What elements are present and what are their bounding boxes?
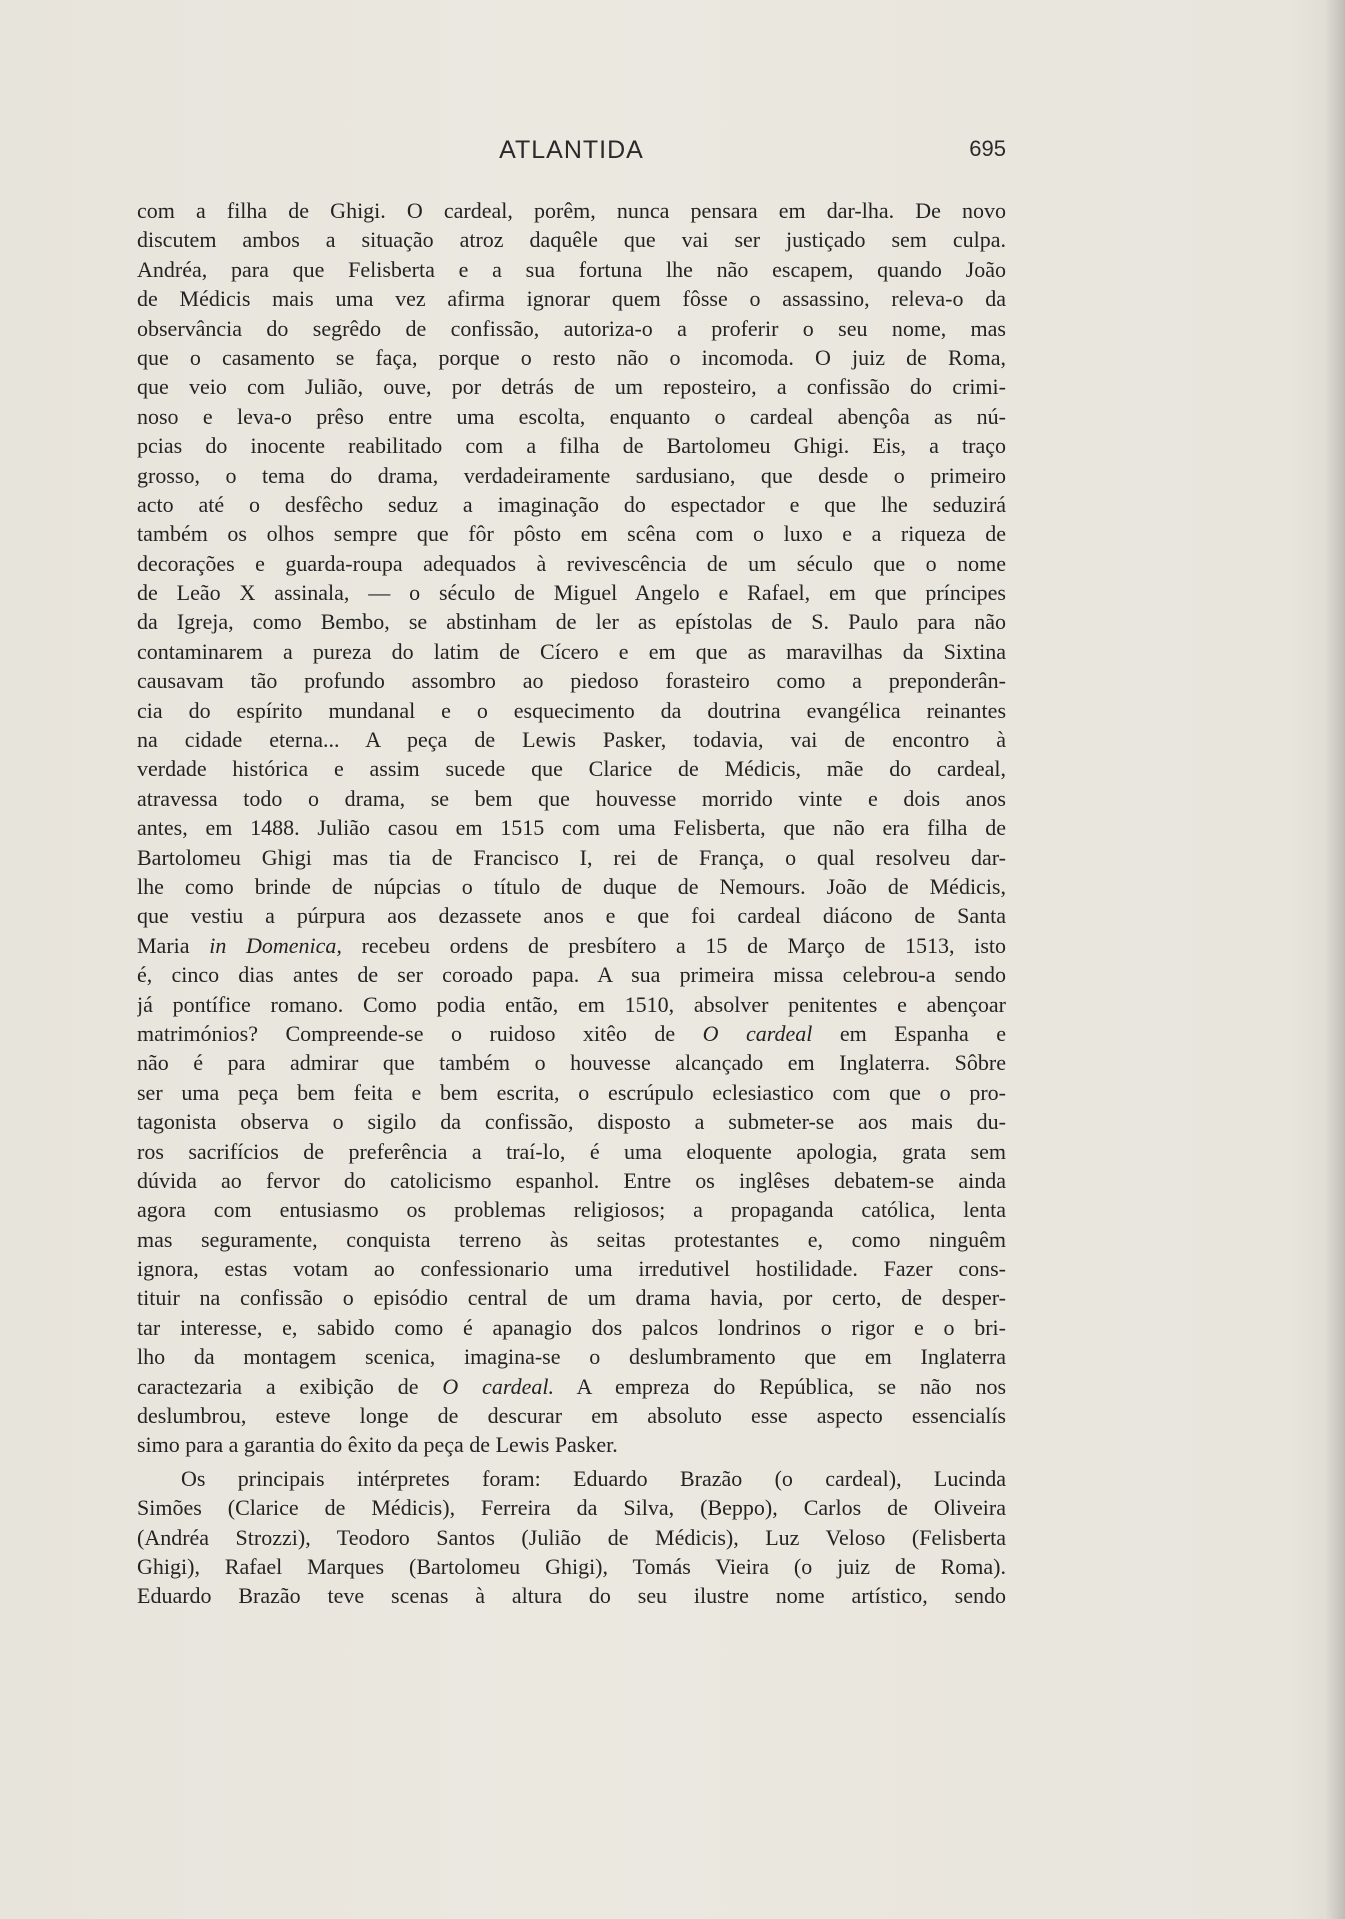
text-line: ser uma peça bem feita e bem escrita, o escrúpulo eclesiastico com que o pro- <box>137 1079 1006 1105</box>
text-line: atravessa todo o drama, se bem que houvesse morrido vinte e dois anos <box>137 785 1006 811</box>
text-line: que o casamento se faça, porque o resto não o incomoda. O juiz de Roma, <box>137 344 1006 370</box>
text-line: cia do espírito mundanal e o esquecimento da doutrina evangélica reinantes <box>137 697 1006 723</box>
text-line: Os principais intérpretes foram: Eduardo Brazão (o cardeal), Lucinda <box>181 1465 1006 1491</box>
text-line: Andréa, para que Felisberta e a sua fortuna lhe não escapem, quando João <box>137 256 1006 282</box>
text-line: também os olhos sempre que fôr pôsto em scêna com o luxo e a riqueza de <box>137 521 1006 547</box>
text-line: Ghigi), Rafael Marques (Bartolomeu Ghigi), Tomás Vieira (o juiz de Roma). <box>137 1553 1006 1579</box>
text-line: de Médicis mais uma vez afirma ignorar quem fôsse o assassino, releva-o da <box>137 286 1006 312</box>
text-span: caractezaria a exibição de <box>137 1373 443 1399</box>
italic-title: O cardeal. <box>442 1373 554 1399</box>
text-line: pcias do inocente reabilitado com a filha de Bartolomeu Ghigi. Eis, a traço <box>137 433 1006 459</box>
text-line: discutem ambos a situação atroz daquêle que vai ser justiçado sem culpa. <box>137 227 1006 253</box>
text-line <box>137 1372 1006 1401</box>
text-line: na cidade eterna... A peça de Lewis Pasker, todavia, vai de encontro à <box>137 727 1006 753</box>
body-text <box>137 196 1006 1611</box>
text-span: matrimónios? Compreende-se o ruidoso xitêo de <box>137 1020 703 1046</box>
text-line: dúvida ao fervor do catolicismo espanhol. Entre os inglêses debatem-se ainda <box>137 1167 1006 1193</box>
italic-title: O cardeal <box>702 1020 813 1046</box>
text-line: causavam tão profundo assombro ao piedoso forasteiro como a preponderân- <box>137 668 1006 694</box>
text-span: em Espanha e <box>812 1020 1006 1046</box>
text-line <box>137 931 1006 960</box>
text-line: mas seguramente, conquista terreno às seitas protestantes e, como ninguêm <box>137 1226 1006 1252</box>
text-line: já pontífice romano. Como podia então, em 1510, absolver penitentes e abençoar <box>137 991 1006 1017</box>
paragraph-1 <box>137 196 1006 1460</box>
text-span: A empreza do República, se não nos <box>553 1373 1006 1399</box>
text-line: decorações e guarda-roupa adequados à revivescência de um século que o nome <box>137 550 1006 576</box>
text-line: tagonista observa o sigilo da confissão, disposto a submeter-se aos mais du- <box>137 1109 1006 1135</box>
text-line: lho da montagem scenica, imagina-se o deslumbramento que em Inglaterra <box>137 1344 1006 1370</box>
text-line: que vestiu a púrpura aos dezassete anos e que foi cardeal diácono de Santa <box>137 903 1006 929</box>
text-line: antes, em 1488. Julião casou em 1515 com uma Felisberta, que não era filha de <box>137 815 1006 841</box>
text-line: deslumbrou, esteve longe de descurar em absoluto esse aspecto essencialís <box>137 1403 1006 1429</box>
text-line <box>137 1019 1006 1048</box>
text-span: recebeu ordens de presbítero a 15 de Março de 1513, isto <box>341 932 1006 958</box>
running-head <box>137 136 1006 170</box>
text-line: observância do segrêdo de confissão, autoriza-o a proferir o seu nome, mas <box>137 315 1006 341</box>
running-title: ATLANTIDA <box>499 136 644 164</box>
text-span: Maria <box>137 932 210 958</box>
text-line: verdade histórica e assim sucede que Clarice de Médicis, mãe do cardeal, <box>137 756 1006 782</box>
paragraph-2 <box>137 1464 1006 1611</box>
text-line: simo para a garantia do êxito da peça de Lewis Pasker. <box>137 1432 618 1458</box>
text-line: contaminarem a pureza do latim de Cícero e em que as maravilhas da Sixtina <box>137 638 1006 664</box>
text-line: tar interesse, e, sabido como é apanagio dos palcos londrinos o rigor e o bri- <box>137 1314 1006 1340</box>
text-line: não é para admirar que também o houvesse alcançado em Inglaterra. Sôbre <box>137 1050 1006 1076</box>
text-line: é, cinco dias antes de ser coroado papa. A sua primeira missa celebrou-a sendo <box>137 962 1006 988</box>
text-line: (Andréa Strozzi), Teodoro Santos (Julião de Médicis), Luz Veloso (Felisberta <box>137 1524 1006 1550</box>
text-line: Bartolomeu Ghigi mas tia de Francisco I, rei de França, o qual resolveu dar- <box>137 844 1006 870</box>
text-line: ros sacrifícios de preferência a traí-lo, é uma eloquente apologia, grata sem <box>137 1138 1006 1164</box>
text-line: ignora, estas votam ao confessionario uma irredutivel hostilidade. Fazer cons- <box>137 1256 1006 1282</box>
text-line: grosso, o tema do drama, verdadeiramente sardusiano, que desde o primeiro <box>137 462 1006 488</box>
text-line: lhe como brinde de núpcias o título de duque de Nemours. João de Médicis, <box>137 873 1006 899</box>
text-line: tituir na confissão o episódio central de um drama havia, por certo, de desper- <box>137 1285 1006 1311</box>
text-line: Simões (Clarice de Médicis), Ferreira da Silva, (Beppo), Carlos de Oliveira <box>137 1495 1006 1521</box>
text-line: de Leão X assinala, — o século de Miguel Angelo e Rafael, em que príncipes <box>137 580 1006 606</box>
text-line: agora com entusiasmo os problemas religiosos; a propaganda católica, lenta <box>137 1197 1006 1223</box>
text-line: da Igreja, como Bembo, se abstinham de ler as epístolas de S. Paulo para não <box>137 609 1006 635</box>
text-line: Eduardo Brazão teve scenas à altura do seu ilustre nome artístico, sendo <box>137 1583 1006 1609</box>
page-number: 695 <box>969 136 1006 161</box>
page-edge-shadow <box>1325 0 1345 1919</box>
text-line: que veio com Julião, ouve, por detrás de um reposteiro, a confissão do crimi- <box>137 374 1006 400</box>
text-line: com a filha de Ghigi. O cardeal, porêm, nunca pensara em dar-lha. De novo <box>137 198 1006 223</box>
text-line: noso e leva-o prêso entre uma escolta, enquanto o cardeal abençôa as nú- <box>137 403 1006 429</box>
italic-title: in Domenica, <box>209 932 342 958</box>
text-line: acto até o desfêcho seduz a imaginação do espectador e que lhe seduzirá <box>137 491 1006 517</box>
